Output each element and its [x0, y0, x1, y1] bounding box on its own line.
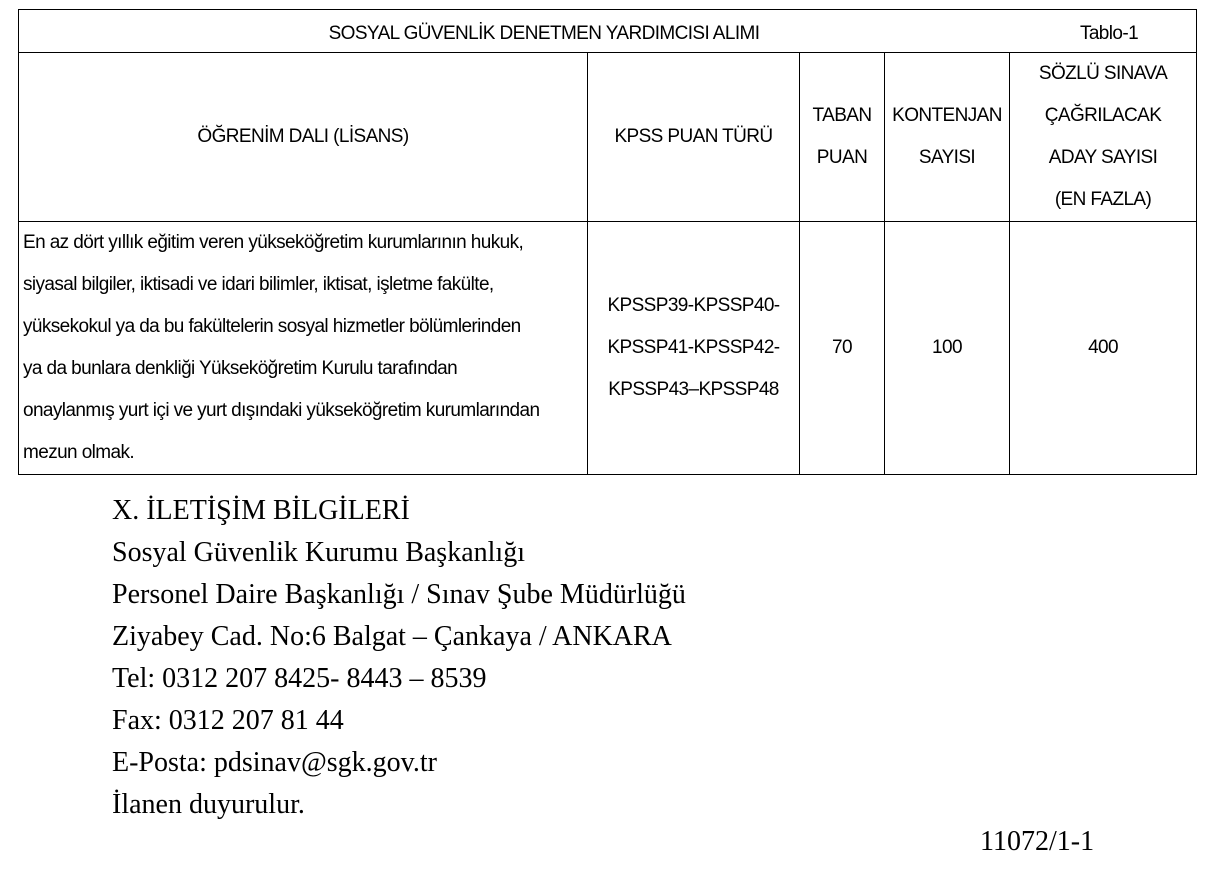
kpss-line: KPSSP41-KPSSP42- [607, 337, 780, 358]
reference-code: 11072/1-1 [980, 826, 1095, 857]
contact-heading: X. İLETİŞİM BİLGİLERİ [112, 495, 410, 526]
description-line: mezun olmak. [23, 442, 135, 463]
description-line: En az dört yıllık eğitim veren yükseköğretim kurumlarının hukuk, [23, 232, 524, 253]
closing-statement: İlanen duyurulur. [112, 789, 305, 820]
contact-department: Personel Daire Başkanlığı / Sınav Şube Müdürlüğü [112, 579, 686, 610]
header-base-score [800, 53, 885, 222]
contact-phone: Tel: 0312 207 8425- 8443 – 8539 [112, 663, 487, 694]
header-base-score-line1: TABAN [812, 105, 872, 126]
contact-email: E-Posta: pdsinav@sgk.gov.tr [112, 747, 437, 778]
header-oral-line3: ADAY SAYISI [1048, 147, 1158, 168]
recruitment-table-container [18, 9, 1196, 475]
header-oral-candidates [1010, 53, 1197, 222]
contact-address: Ziyabey Cad. No:6 Balgat – Çankaya / ANKARA [112, 621, 672, 652]
kpss-line: KPSSP39-KPSSP40- [607, 295, 780, 316]
field-description-cell [19, 222, 588, 475]
table-number: Tablo-1 [1079, 23, 1139, 44]
oral-candidates-value: 400 [1010, 222, 1197, 475]
contact-fax: Fax: 0312 207 81 44 [112, 705, 344, 736]
header-oral-line2: ÇAĞRILACAK [1044, 105, 1162, 126]
description-line: ya da bunlara denkliği Yükseköğretim Kurulu tarafından [23, 358, 458, 379]
contact-institution: Sosyal Güvenlik Kurumu Başkanlığı [112, 537, 525, 568]
header-kpss-type: KPSS PUAN TÜRÜ [588, 53, 800, 222]
header-base-score-line2: PUAN [816, 147, 868, 168]
table-header-row [19, 53, 1197, 222]
table-title: SOSYAL GÜVENLİK DENETMEN YARDIMCISI ALIMI [328, 23, 760, 44]
base-score-value: 70 [800, 222, 885, 475]
header-quota [885, 53, 1010, 222]
table-title-cell [19, 10, 1197, 53]
description-line: yüksekokul ya da bu fakültelerin sosyal hizmetler bölümlerinden [23, 316, 521, 337]
contact-info-section [112, 490, 686, 826]
kpss-line: KPSSP43–KPSSP48 [608, 379, 779, 400]
header-oral-line4: (EN FAZLA) [1054, 189, 1152, 210]
header-oral-line1: SÖZLÜ SINAVA [1038, 63, 1168, 84]
table-title-row [19, 10, 1197, 53]
quota-value: 100 [885, 222, 1010, 475]
header-quota-line1: KONTENJAN [892, 105, 1002, 126]
description-line: siyasal bilgiler, iktisadi ve idari bilimler, iktisat, işletme fakülte, [23, 274, 494, 295]
recruitment-table [18, 9, 1197, 475]
kpss-type-cell [588, 222, 800, 475]
table-row [19, 222, 1197, 475]
header-quota-line2: SAYISI [918, 147, 976, 168]
description-line: onaylanmış yurt içi ve yurt dışındaki yükseköğretim kurumlarından [23, 400, 540, 421]
header-field: ÖĞRENİM DALI (LİSANS) [19, 53, 588, 222]
